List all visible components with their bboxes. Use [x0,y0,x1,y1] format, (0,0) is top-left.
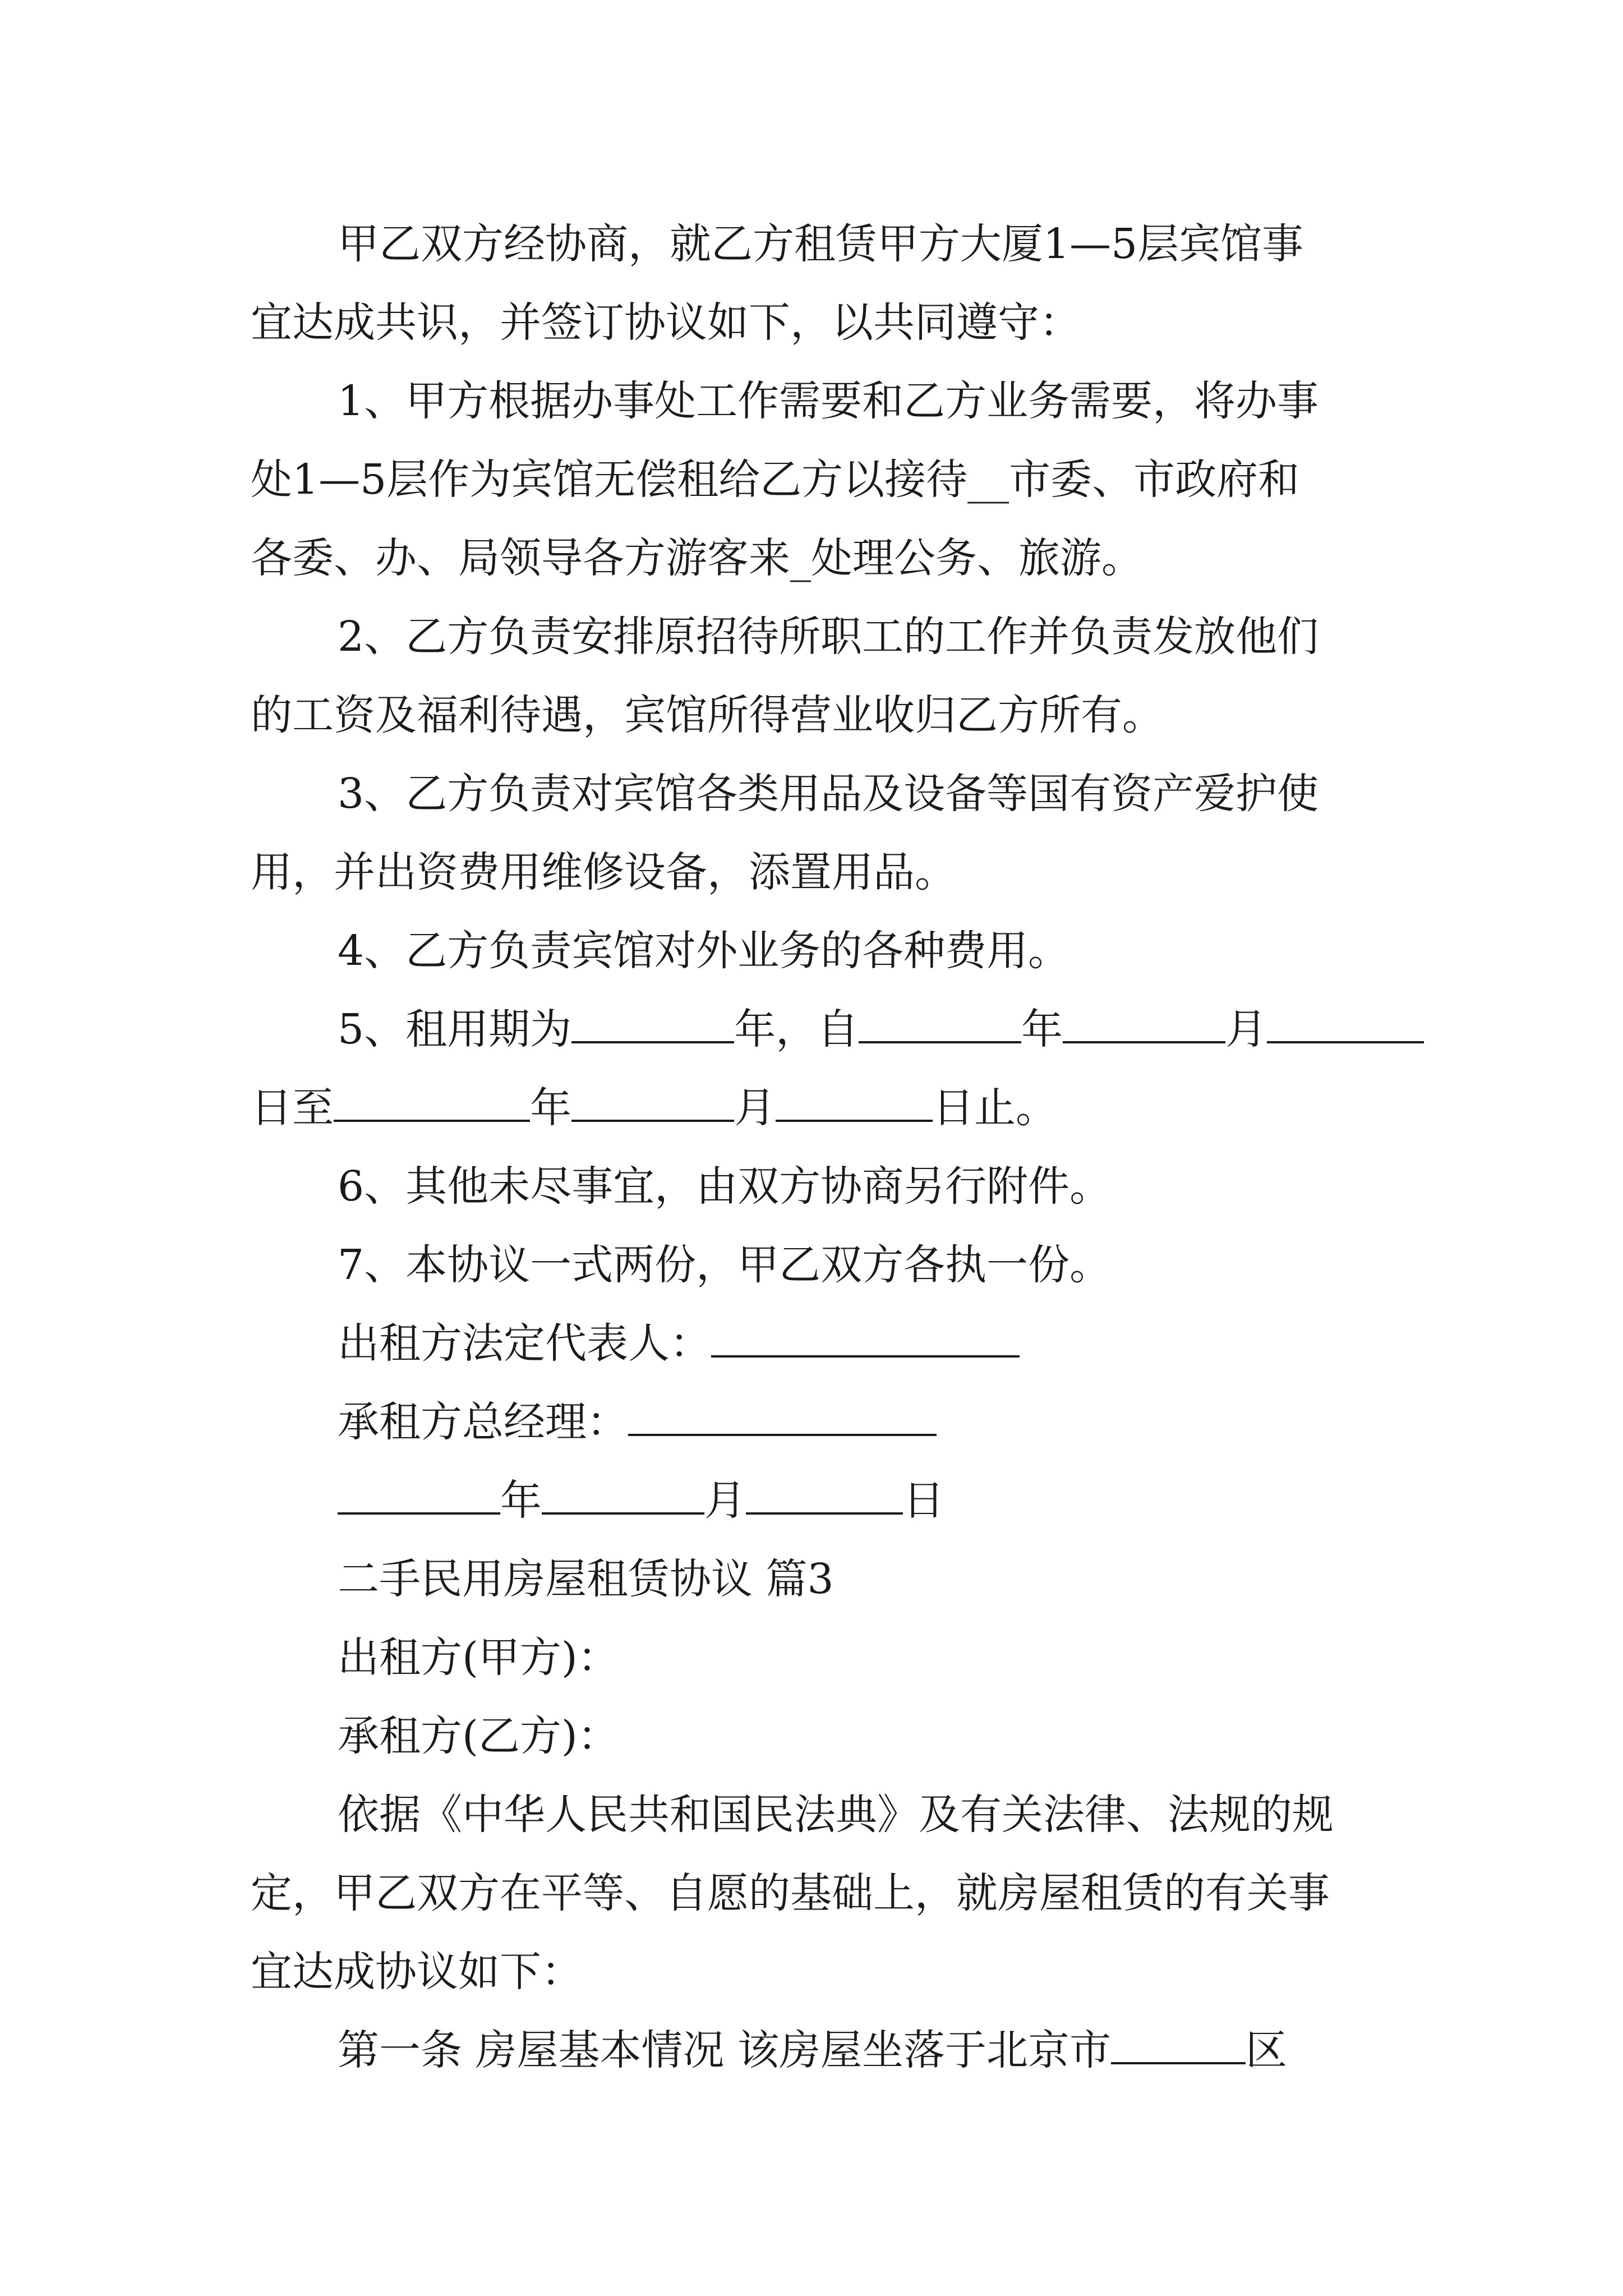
paragraph-line: 的工资及福利待遇，宾馆所得营业收归乙方所有。 [251,691,1164,739]
paragraph-line: 6、其他未尽事宜，由双方协商另行附件。 [338,1162,1112,1211]
lessor-representative-line [0,1315,1623,1372]
text-segment: 年 [500,1476,542,1525]
section-heading: 二手民用房屋租赁协议 篇3 [338,1555,834,1603]
text-segment: 日至 [251,1084,334,1132]
fill-blank[interactable] [1111,2025,1246,2064]
signature-blank[interactable] [628,1397,937,1436]
fill-blank[interactable] [859,1004,1021,1043]
fill-blank[interactable] [571,1004,734,1043]
paragraph-line: 4、乙方负责宾馆对外业务的各种费用。 [338,927,1070,975]
fill-blank[interactable] [746,1475,903,1515]
text-segment: 年，自 [734,1005,859,1053]
paragraph-line: 甲乙双方经协商，就乙方租赁甲方大厦1—5层宾馆事 [338,220,1304,268]
paragraph-line: 出租方(甲方)： [338,1634,619,1682]
text-segment: 月 [734,1084,776,1132]
paragraph-line: 宜达成协议如下： [251,1948,583,1996]
lessee-manager-line [0,1394,1623,1450]
paragraph-line: 3、乙方负责对宾馆各类用品及设备等国有资产爱护使 [338,770,1319,818]
fill-blank[interactable] [776,1083,933,1122]
paragraph-line: 定，甲乙双方在平等、自愿的基础上，就房屋租赁的有关事 [251,1869,1330,1917]
text-segment: 日 [903,1476,944,1525]
paragraph-line: 承租方(乙方)： [338,1712,619,1760]
rental-period-line [0,1080,1623,1136]
signature-blank[interactable] [711,1318,1020,1358]
paragraph-line: 处1—5层作为宾馆无偿租给乙方以接待__市委、市政府和 [251,455,1300,504]
paragraph-line: 各委、办、局领导各方游客来_处理公务、旅游。 [251,534,1143,582]
date-line [0,1473,1623,1529]
rental-period-line [0,1001,1623,1057]
fill-blank[interactable] [1267,1004,1424,1043]
paragraph-line: 2、乙方负责安排原招待所职工的工作并负责发放他们 [338,613,1319,661]
field-label: 出租方法定代表人： [338,1319,711,1368]
fill-blank[interactable] [334,1083,530,1122]
text-segment: 区 [1246,2026,1288,2074]
text-segment: 第一条 房屋基本情况 该房屋坐落于北京市 [338,2026,1112,2074]
fill-blank[interactable] [338,1475,500,1515]
text-segment: 年 [1021,1005,1063,1053]
field-label: 承租方总经理： [338,1398,628,1446]
paragraph-line: 7、本协议一式两份，甲乙双方各执一份。 [338,1241,1112,1289]
paragraph-line: 依据《中华人民共和国民法典》及有关法律、法规的规 [338,1791,1334,1839]
fill-blank[interactable] [542,1475,704,1515]
article-line [0,2022,1623,2078]
text-segment: 年 [530,1084,571,1132]
text-segment: 日止。 [933,1084,1057,1132]
fill-blank[interactable] [571,1083,734,1122]
text-segment: 5、租用期为 [338,1005,572,1053]
paragraph-line: 宜达成共识，并签订协议如下，以共同遵守： [251,298,1081,347]
text-segment: 月 [1225,1005,1267,1053]
fill-blank[interactable] [1063,1004,1225,1043]
paragraph-line: 1、甲方根据办事处工作需要和乙方业务需要，将办事 [338,377,1319,425]
text-segment: 月 [704,1476,746,1525]
paragraph-line: 用，并出资费用维修设备，添置用品。 [251,848,956,896]
